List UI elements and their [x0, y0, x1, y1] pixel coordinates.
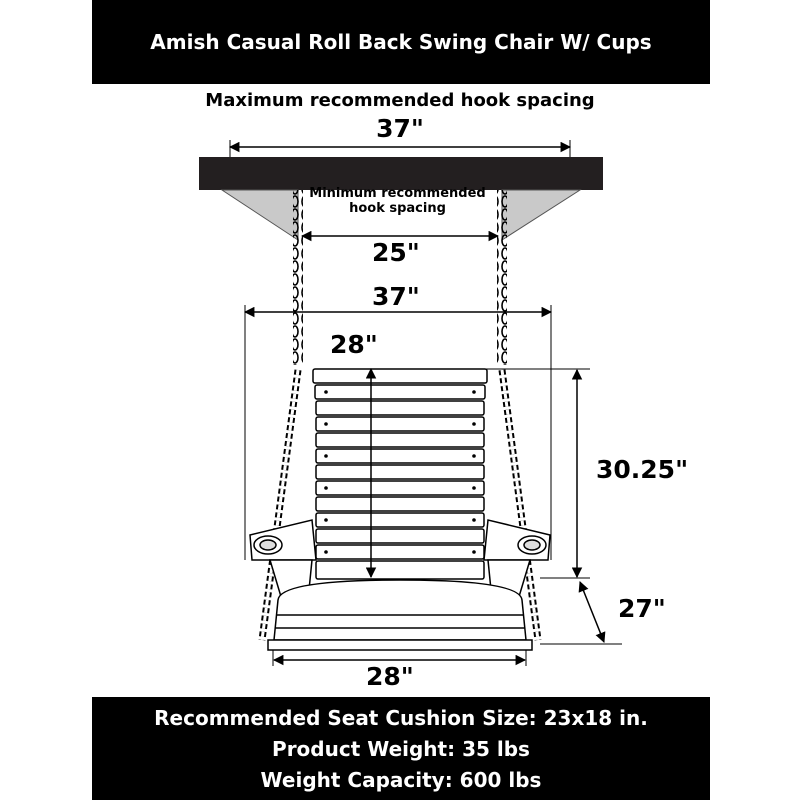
chair-back — [313, 369, 487, 579]
seat-cushion-spec: Recommended Seat Cushion Size: 23x18 in. — [154, 706, 648, 730]
max-hook-spacing-label: Maximum recommended hook spacing — [205, 90, 595, 111]
title: Amish Casual Roll Back Swing Chair W/ Cups — [150, 30, 652, 54]
left-upper-chain — [293, 190, 303, 365]
left-bracket — [222, 190, 298, 240]
seat — [268, 580, 532, 650]
weight-capacity-spec: Weight Capacity: 600 lbs — [260, 768, 542, 792]
back-height-value: 30.25" — [596, 455, 689, 484]
back-width-value: 28" — [330, 330, 378, 359]
depth-value: 27" — [618, 594, 666, 623]
min-hook-spacing-value: 25" — [372, 238, 420, 267]
min-hook-spacing-text: Minimum recommended hook spacing — [309, 186, 486, 216]
specs-banner — [92, 697, 710, 800]
right-bracket — [502, 190, 580, 240]
overall-width-value: 37" — [372, 282, 420, 311]
min-hook-spacing-label — [300, 186, 495, 216]
depth-dimension-line — [540, 582, 622, 644]
seat-width-value: 28" — [366, 662, 414, 691]
product-weight-spec: Product Weight: 35 lbs — [272, 737, 530, 761]
max-hook-spacing-value: 37" — [376, 114, 424, 143]
right-upper-chain — [497, 190, 507, 365]
